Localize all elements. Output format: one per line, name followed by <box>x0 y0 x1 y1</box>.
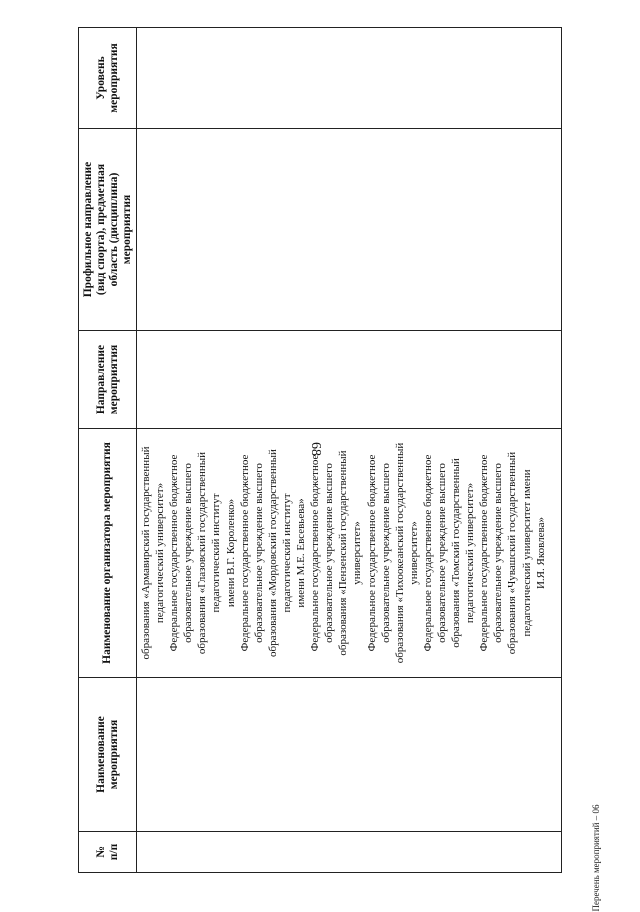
header-event-name-text: Наименование мероприятия <box>94 716 120 793</box>
cell-number <box>137 832 562 873</box>
header-profile-text: Профильное направление (вид спорта), предметная область (дисциплина) мероприятия <box>81 161 133 298</box>
footer-text: Перечень мероприятий – 06 <box>591 804 601 912</box>
organizer-line: образования «Томский государственный <box>450 458 463 648</box>
organizer-line: образования «Армавирский государственный <box>140 446 152 660</box>
organizer-line: Федеральное государственное бюджетное <box>168 454 181 652</box>
header-profile <box>79 129 137 331</box>
organizer-line: педагогический институт <box>210 493 223 613</box>
organizer-line: имени В.Г. Короленко» <box>224 498 237 608</box>
table-header-row <box>79 28 137 873</box>
organizer-line: образования «Тихоокеанский государственный <box>393 442 406 664</box>
organizer-line: образовательное учреждение высшего <box>323 463 336 643</box>
table-row <box>137 28 562 873</box>
organizer-line: педагогический университет» <box>464 482 477 624</box>
organizer-line: Федеральное государственное бюджетное <box>365 454 378 652</box>
header-level-text: Уровень мероприятия <box>94 43 120 113</box>
page-number: 68 <box>308 442 323 456</box>
organizer-line: образовательное учреждение высшего <box>182 463 195 643</box>
organizer-line: имени М.Е. Евсевьева» <box>295 498 308 608</box>
cell-level <box>137 28 562 129</box>
organizer-line: педагогический институт <box>280 493 293 613</box>
cell-organizer <box>137 429 562 678</box>
header-event-name <box>79 678 137 832</box>
header-direction-text: Направление мероприятия <box>94 344 120 415</box>
events-table <box>78 27 562 873</box>
header-number-text: № п/п <box>94 843 120 861</box>
organizer-line: образовательное учреждение высшего <box>492 463 505 643</box>
organizer-line: Федеральное государственное бюджетное <box>478 454 491 652</box>
organizer-line: И.Я. Яковлева» <box>534 517 547 590</box>
cell-event-name <box>137 678 562 832</box>
header-level <box>79 28 137 129</box>
organizer-line: образования «Глазовский государственный <box>196 451 209 655</box>
organizer-line: Федеральное государственное бюджетное <box>421 454 434 652</box>
table-container <box>78 28 562 873</box>
header-number <box>79 832 137 873</box>
organizer-line: Федеральное государственное бюджетное <box>309 454 322 652</box>
organizer-line: образования «Мордовский государственный <box>266 449 279 657</box>
organizer-line: образования «Чувашский государственный <box>506 451 519 655</box>
organizer-line: образовательное учреждение высшего <box>252 463 265 643</box>
organizer-line: педагогический университет» <box>154 482 167 624</box>
organizer-line: университет» <box>407 521 420 585</box>
header-organizer-text: Наименование организатора мероприятия <box>101 442 113 664</box>
organizer-line: педагогический университет имени <box>520 469 533 637</box>
cell-direction <box>137 331 562 429</box>
organizer-line: университет» <box>351 521 364 585</box>
organizer-line: образовательное учреждение высшего <box>379 463 392 643</box>
organizer-line: образования «Пензенский государственный <box>337 450 350 656</box>
organizer-line: образовательное учреждение высшего <box>435 463 448 643</box>
cell-profile <box>137 129 562 331</box>
organizer-line: Федеральное государственное бюджетное <box>238 454 251 652</box>
header-organizer <box>79 429 137 678</box>
header-direction <box>79 331 137 429</box>
